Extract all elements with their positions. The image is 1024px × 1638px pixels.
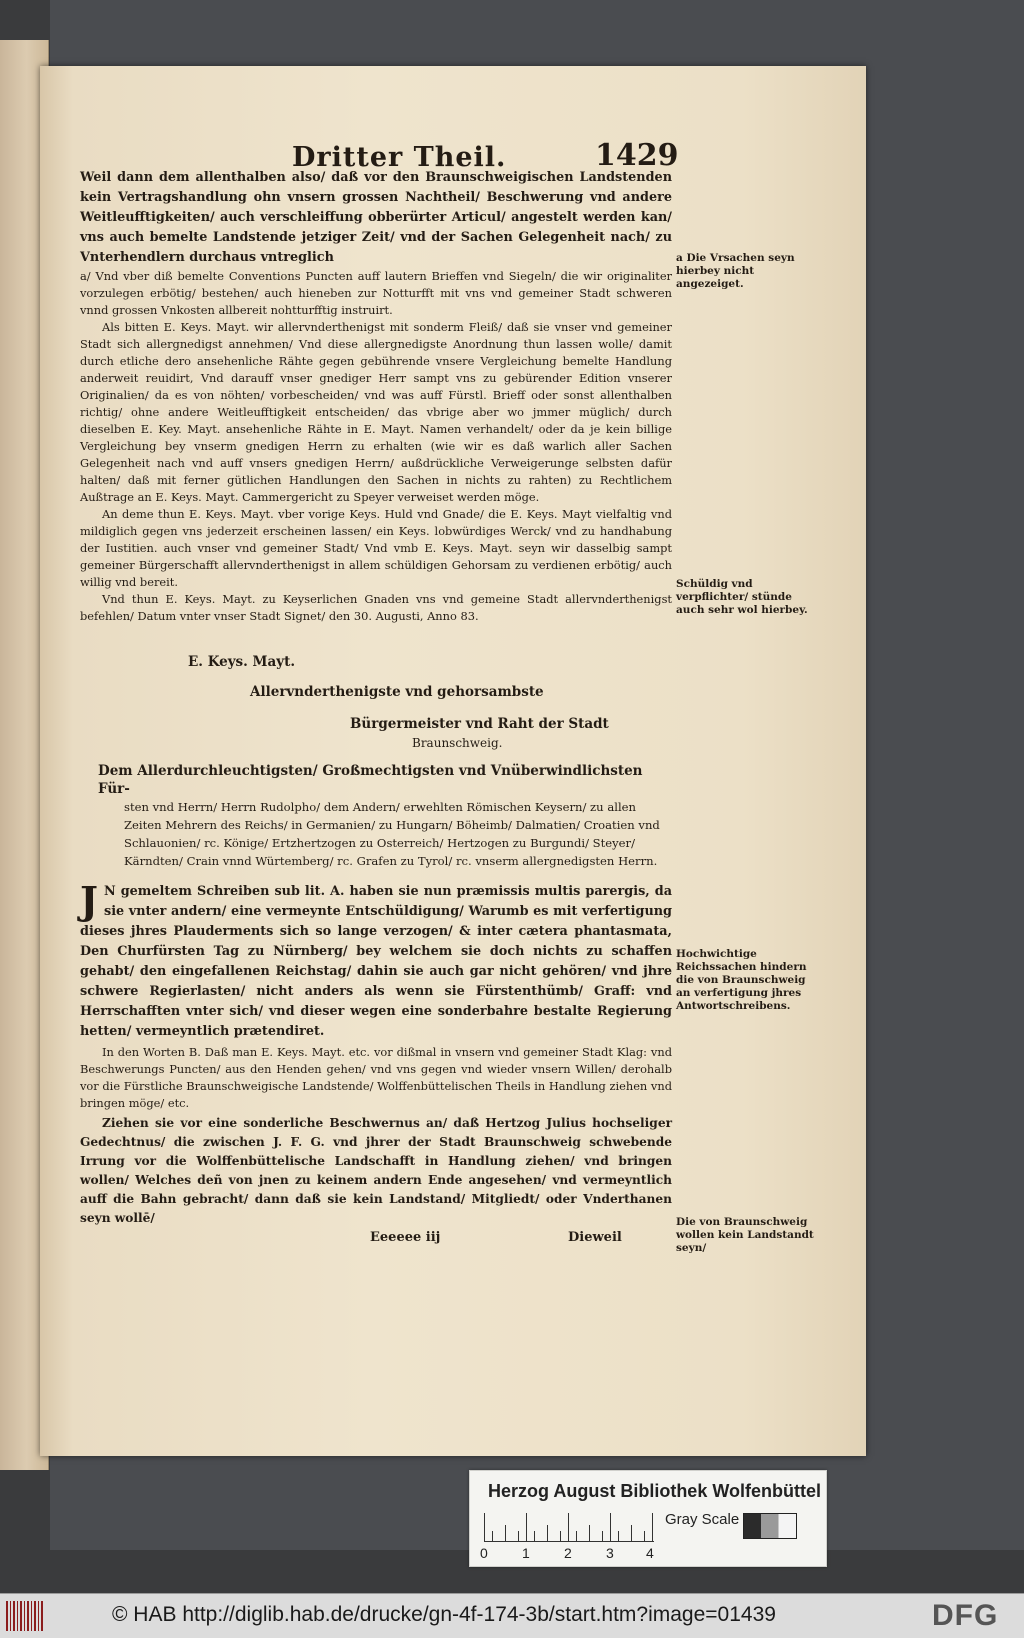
ruler-tick	[484, 1513, 485, 1541]
margin-note-4: Die von Braunschweig wollen kein Landstandt seyn/	[676, 1216, 814, 1254]
ruler-tick	[492, 1531, 493, 1541]
ruler-tick	[652, 1513, 653, 1541]
ruler-tick	[602, 1531, 603, 1541]
ruler-tick	[576, 1531, 577, 1541]
ruler-tick	[547, 1525, 548, 1541]
paragraph-1-lead: Weil dann dem allenthalben also/ daß vor den Braunschweigischen Landstenden kein Vertragshandlung ohn vnsern grossen Nachtheil/ Beschwerung vnd andere Weitleufftigkeiten/ auch verschleiffung obberürter Articul/ angestelt werden kan/ vns auch bemelte Landstende jetziger Zeit/ vnd der Sachen Gelegenheit nach/ zu Vnterhendlern durchaus vntreglich	[80, 170, 672, 265]
ruler-number: 4	[646, 1545, 654, 1561]
signature-majesty: E. Keys. Mayt.	[188, 654, 296, 670]
gray-scale-swatch	[743, 1513, 797, 1539]
ruler-tick	[518, 1531, 519, 1541]
ruler-tick	[560, 1531, 561, 1541]
ruler-tick	[644, 1531, 645, 1541]
ruler-tick	[589, 1525, 590, 1541]
paragraph-3: An deme thun E. Keys. Mayt. vber vorige Keys. Huld vnd Gnade/ die E. Keys. Mayt vielfaltig vnd mildiglich gegen vns jederzeit erscheinen lassen/ ein Keys. lobwürdiges Werck/ vnd zu handhabung der Iustitien. auch vnser vnd gemeiner Stadt/ Vnd vmb E. Keys. Mayt. seyn wir dasselbig sampt gemeiner Bürgerschafft allervnderthenigst in allem schüldigen Gehorsam zu verdienen erbötig/ auch willig vnd bereit.	[80, 507, 672, 589]
margin-note-1: a Die Vrsachen seyn hierbey nicht angezeiget.	[676, 252, 795, 290]
gray-scale-label: Gray Scale	[665, 1511, 740, 1528]
catchword: Dieweil	[568, 1230, 622, 1245]
margin-note-3: Hochwichtige Reichssachen hindern die von Braunschweig an verfertigung jhres Antwortschreibens.	[676, 948, 807, 1012]
paragraph-2: Als bitten E. Keys. Mayt. wir allervnderthenigst mit sonderm Fleiß/ daß sie vnser vnd gemeiner Stadt sich allergnedigst annehmen/ Vnd diese allergnedigste Anordnung thun lassen wolle/ damit durch etliche dero ansehenliche Rähte gegen gebührende vnsere Vergleichung bemelte Handlung anderweit reuidirt, Vnd darauff vnser gnediger Herr sampt vns zu gebürender Edition vnserer Originalien/ da es von nöhten/ vorbescheiden/ vnd was auff Fürstl. Brieff oder sonst allenthalben richtig/ ohne andere Weitleufftigkeit entscheiden/ das vbrige aber wo jmmer müglich/ durch dieselben E. Key. Mayt. ansehenliche Rähte in E. Mayt. Namen verhandelt/ oder da je kein billige Vergleichung bey vnserm gnedigen Herrn zu erhalten (wie wir es daß warlich aller Sachen Gelegenheit nach vnd auff vnsers gnedigen Herrn/ außdrückliche Verweigerunge selbsten dafür halten/ daß mit ferner gütlichen Handlungen den Sachen in nichts zu rahten) zu Rechtlichem Außtrage an E. Keys. Mayt. Cammergericht zu Speyer verweiset werden möge.	[80, 320, 672, 504]
ruler-tick	[534, 1531, 535, 1541]
page-number: 1429	[595, 138, 679, 173]
footer-bar	[0, 1593, 1024, 1638]
ruler-tick	[526, 1513, 527, 1541]
ruler-tick	[618, 1531, 619, 1541]
ruler-number: 1	[522, 1545, 530, 1561]
ruler-number: 2	[564, 1545, 572, 1561]
paragraph-5	[80, 878, 672, 1042]
library-name: Herzog August Bibliothek Wolfenbüttel	[488, 1481, 821, 1501]
paragraph-6: In den Worten B. Daß man E. Keys. Mayt. etc. vor dißmal in vnsern vnd gemeiner Stadt Klag: vnd Beschwerungs Puncten/ aus den Henden gehen/ vnd vns gegen vnd wieder vnsern Willen/ derohalb vor die Fürstliche Braunschweigische Landstende/ Wolffenbüttelischen Theils in Handlung ziehen vnd bringen möge/ etc.	[80, 1045, 672, 1110]
paragraph-1-rest: a/ Vnd vber diß bemelte Conventions Puncten auff lautern Brieffen vnd Siegeln/ die wir originaliter vorzulegen erbötig/ bestehen/ auch hieneben zur Notturfft mit vns vnd gemeiner Stadt schweren vnnd grossen Vnkosten allbereit nohtturfftig instruirt.	[80, 269, 672, 317]
running-head: Dritter Theil.	[292, 142, 507, 173]
ruler-tick	[610, 1513, 611, 1541]
signature-salutation: Allervnderthenigste vnd gehorsambste	[250, 684, 544, 700]
signature-mark: Eeeeee iij	[370, 1230, 441, 1245]
ruler-number: 0	[480, 1545, 488, 1561]
book-page	[40, 66, 866, 1456]
signature-city: Braunschweig.	[412, 736, 503, 750]
address-block	[98, 762, 676, 870]
ruler-tick	[631, 1525, 632, 1541]
scale-ruler	[484, 1513, 654, 1542]
ruler-tick	[505, 1525, 506, 1541]
footer-permalink[interactable]: © HAB http://diglib.hab.de/drucke/gn-4f-174-3b/start.htm?image=01439	[112, 1603, 776, 1626]
signature-council: Bürgermeister vnd Raht der Stadt	[350, 716, 609, 732]
text-block-2	[80, 878, 672, 1228]
barcode-icon	[6, 1601, 44, 1631]
library-color-card	[469, 1470, 827, 1567]
paragraph-4: Vnd thun E. Keys. Mayt. zu Keyserlichen Gnaden vns vnd gemeine Stadt allervnderthenigst befehlen/ Datum vnter vnser Stadt Signet/ den 30. Augusti, Anno 83.	[80, 592, 672, 623]
dfg-logo: DFG	[932, 1599, 999, 1632]
address-body: sten vnd Herrn/ Herrn Rudolpho/ dem Andern/ erwehlten Römischen Keysern/ zu allen Zeiten Mehrern des Reichs/ in Germanien/ zu Hungarn/ Böheimb/ Dalmatien/ Croatien vnd Schlauonien/ rc. Könige/ Ertzhertzogen zu Osterreich/ Hertzogen zu Burgundi/ Steyer/ Kärndten/ Crain vnnd Würtemberg/ rc. Grafen zu Tyrol/ rc. vnserm allergnedigsten Herrn.	[124, 800, 660, 868]
ruler-tick	[568, 1513, 569, 1541]
paragraph-7: Ziehen sie vor eine sonderliche Beschwernus an/ daß Hertzog Julius hochseliger Gedechtnus/ die zwischen J. F. G. vnd jhrer der Stadt Braunschweig schwebende Irrung vor die Wolffenbüttelische Landschafft in Handlung ziehen/ vnd bringen wollen/ Welches deñ von jnen zu keinem andern Ende angesehen/ vnd vermeyntlich auff die Bahn gebracht/ dann daß sie kein Landstand/ Mitgliedt/ oder Vnderthanen seyn wollē/	[80, 1116, 672, 1225]
address-heading: Dem Allerdurchleuchtigsten/ Großmechtigsten vnd Vnüberwindlichsten Für-	[98, 763, 643, 797]
ruler-number: 3	[606, 1545, 614, 1561]
drop-cap: J	[80, 878, 98, 923]
margin-note-2: Schüldig vnd verpflichter/ stünde auch sehr wol hierbey.	[676, 578, 808, 616]
paragraph-5-text: N gemeltem Schreiben sub lit. A. haben sie nun præmissis multis parergis, da sie vnter andern/ eine vermeynte Entschüldigung/ Warumb es mit verfertigung dieses jhres Plauderments sich so lange verzogen/ & inter cætera phantasmata, Den Churfürsten Tag zu Nürnberg/ bey welchem sie doch nichts zu schaffen gehabt/ den eingefallenen Reichstag/ dahin sie auch gar nicht gehören/ vnd jhre schwere Regierlasten/ nicht anders als wenn sie Fürstenthümb/ Graff: vnd Herrschafften vnter sich/ vnd dieser wegen eine sonderbahre bestalte Regierung hetten/ vermeyntlich prætendiret.	[80, 884, 672, 1039]
text-block-1	[80, 168, 672, 625]
page-sheet	[40, 66, 866, 1456]
